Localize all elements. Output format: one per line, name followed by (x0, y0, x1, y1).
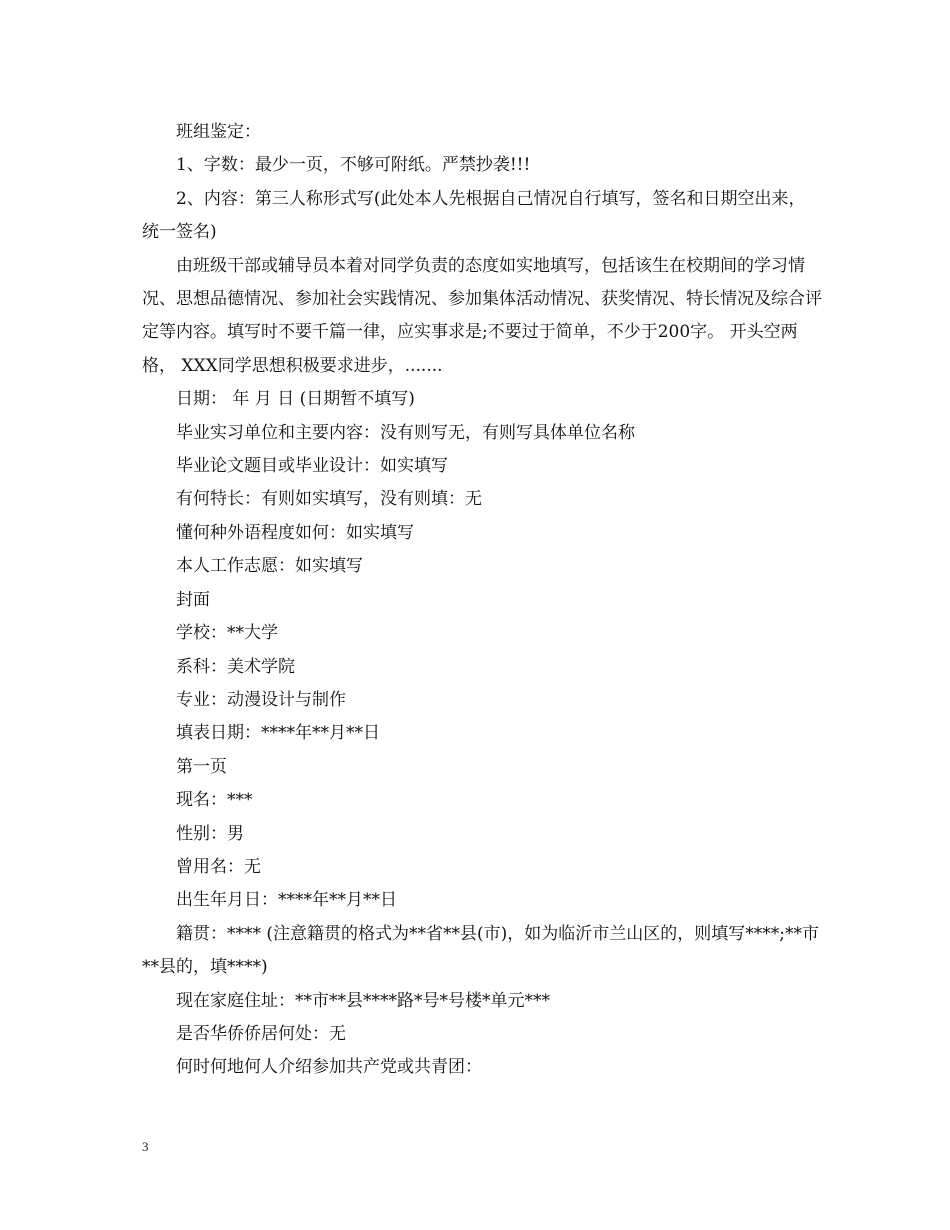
paragraph-first-page: 第一页 (176, 756, 227, 777)
paragraph-content-rule: 2、内容：第三人称形式写(此处本人先根据自己情况自行填写，签名和日期空出来，统一签名) (142, 188, 806, 243)
paragraph-language: 懂何种外语程度如何：如实填写 (176, 522, 414, 543)
paragraph-word-count: 1、字数：最少一页，不够可附纸。严禁抄袭!!! (176, 155, 531, 176)
paragraph-former-name: 曾用名：无 (176, 856, 261, 877)
paragraph-birth-date: 出生年月日：****年**月**日 (176, 890, 397, 911)
paragraph-home-address: 现在家庭住址：**市**县****路*号*号楼*单元*** (176, 990, 550, 1011)
paragraph-school: 学校：**大学 (176, 623, 278, 644)
paragraph-party-membership: 何时何地何人介绍参加共产党或共青团： (176, 1057, 482, 1078)
paragraph-career-wish: 本人工作志愿：如实填写 (176, 556, 363, 577)
paragraph-date: 日期： 年 月 日 (日期暂不填写) (176, 389, 415, 410)
paragraph-native-place: 籍贯：**** (注意籍贯的格式为**省**县(市)，如为临沂市兰山区的，则填写****;**市**县的，填****) (142, 923, 820, 978)
paragraph-cover: 封面 (176, 589, 210, 610)
paragraph-department: 系科：美术学院 (176, 656, 295, 677)
paragraph-class-appraisal: 班组鉴定： (176, 122, 261, 142)
document-body (142, 116, 822, 1085)
paragraph-overseas-chinese: 是否华侨侨居何处：无 (176, 1023, 346, 1044)
paragraph-fill-instructions: 由班级干部或辅导员本着对同学负责的态度如实地填写，包括该生在校期间的学习情况、思想品德情况、参加社会实践情况、参加集体活动情况、获奖情况、特长情况及综合评定等内容。填写时不要千篇一律，应实事求是;不要过于简单，不少于200字。 开头空两格， XXX同学思想积极要求进步，....... (142, 255, 822, 376)
paragraph-fill-date: 填表日期：****年**月**日 (176, 723, 380, 744)
page-number: 3 (142, 1139, 149, 1154)
paragraph-internship: 毕业实习单位和主要内容：没有则写无，有则写具体单位名称 (176, 422, 635, 443)
paragraph-current-name: 现名：*** (176, 790, 253, 811)
paragraph-thesis: 毕业论文题目或毕业设计：如实填写 (176, 456, 448, 477)
paragraph-major: 专业：动漫设计与制作 (176, 689, 346, 710)
paragraph-specialty: 有何特长：有则如实填写，没有则填：无 (176, 489, 482, 510)
paragraph-gender: 性别：男 (176, 823, 244, 844)
